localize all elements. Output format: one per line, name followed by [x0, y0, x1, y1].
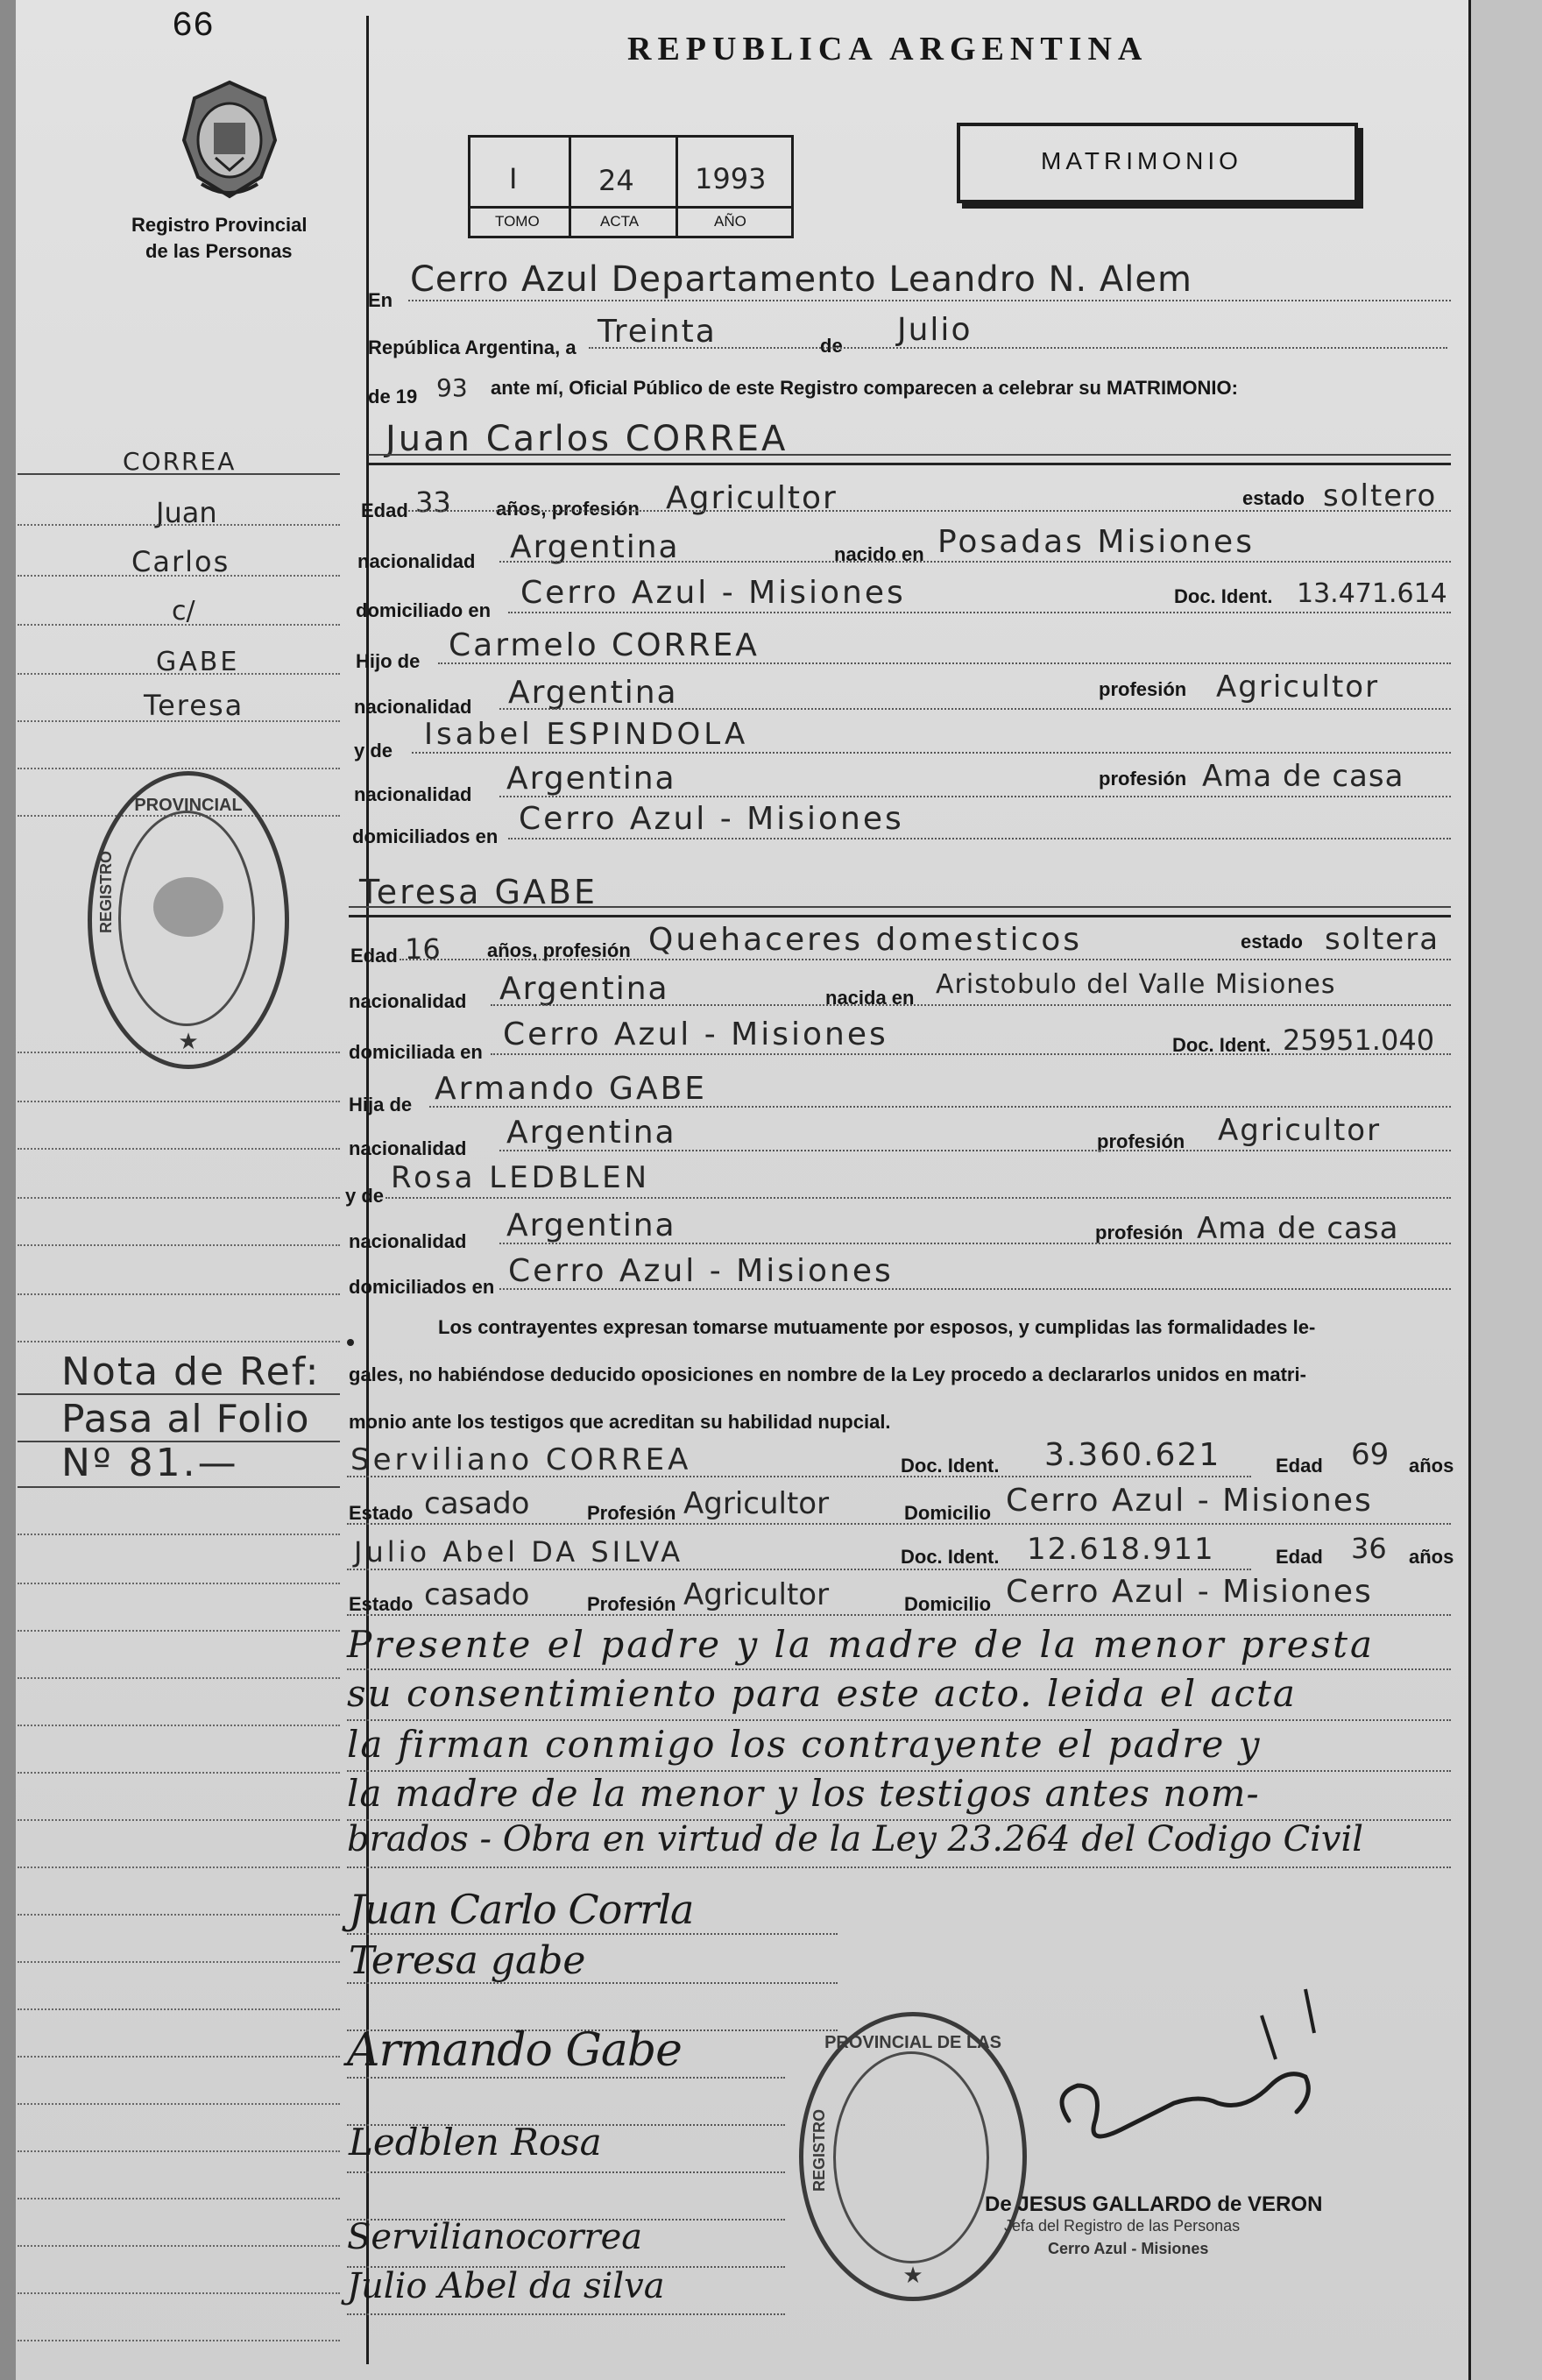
tomo-acta-ano-box [468, 135, 794, 238]
bride-age-label: Edad [350, 945, 398, 967]
registry-stamp-official [799, 2012, 1027, 2301]
groom-father-label: Hijo de [356, 650, 421, 672]
svg-text:REGISTRO: REGISTRO [810, 2108, 828, 2192]
margin-reference-line2: Pasa al Folio [61, 1397, 310, 1441]
witness2-doc-label: Doc. Ident. [901, 1546, 1000, 1568]
witness2-age-label: Edad [1276, 1546, 1323, 1568]
de-label: de [820, 335, 843, 357]
witness1-age-label: Edad [1276, 1455, 1323, 1477]
bride-father-profession: Agricultor [1218, 1113, 1382, 1148]
witness1-years-label: años [1409, 1455, 1454, 1477]
official-name: De JESUS GALLARDO de VERON [985, 2192, 1323, 2216]
note-line4: la madre de la menor y los testigos antes nom- [347, 1772, 1260, 1815]
witness1-status-label: Estado [349, 1502, 414, 1524]
svg-text:PROVINCIAL: PROVINCIAL [134, 796, 243, 815]
note-line3: la firman conmigo los contrayente el padre y [347, 1723, 1262, 1766]
witness1-doc-label: Doc. Ident. [901, 1455, 1000, 1477]
groom-nationality: Argentina [510, 529, 680, 565]
official-signature-scribble [1043, 1980, 1332, 2182]
ante-text: ante mí, Oficial Público de este Registro comparecen a celebrar su MATRIMONIO: [491, 377, 1238, 399]
country-title: REPUBLICA ARGENTINA [627, 31, 1149, 67]
witness1-profession: Agricultor [683, 1486, 830, 1521]
margin-first-name2: Carlos [131, 545, 230, 578]
bride-profession: Quehaceres domesticos [648, 922, 1083, 958]
bride-nationality-label: nacionalidad [349, 990, 467, 1012]
groom-status: soltero [1323, 478, 1438, 514]
marriage-day: Treinta [598, 314, 717, 350]
groom-signature: Juan Carlo Corrla [349, 1886, 694, 1933]
margin-reference-line3: Nº 81.— [61, 1441, 239, 1485]
margin-first-name3: Teresa [144, 689, 244, 722]
witness2-profession-label: Profesión [587, 1593, 676, 1615]
svg-text:★: ★ [902, 2263, 923, 2288]
groom-mother: Isabel ESPINDOLA [424, 717, 749, 752]
republica-label: República Argentina, a [368, 336, 576, 358]
bride-birthplace: Aristobulo del Valle Misiones [936, 969, 1336, 1000]
page-number: 66 [172, 7, 215, 46]
witness1-name: Serviliano CORREA [350, 1442, 692, 1477]
witness2-years-label: años [1409, 1546, 1454, 1568]
declaration-line1: Los contrayentes expresan tomarse mutuamente por esposos, y cumplidas las formalidades le- [438, 1316, 1316, 1338]
registry-name-line2: de las Personas [145, 240, 293, 262]
witness1-domicile-label: Domicilio [904, 1502, 992, 1524]
groom-age: 33 [415, 485, 451, 519]
witness1-domicile: Cerro Azul - Misiones [1006, 1483, 1373, 1519]
groom-mother-profession-label: profesión [1099, 768, 1187, 790]
ano-value: 1993 [695, 162, 767, 195]
witness2-age: 36 [1351, 1532, 1387, 1565]
acta-label: ACTA [600, 213, 640, 230]
groom-father-nationality-label: nacionalidad [354, 696, 472, 718]
marriage-month: Julio [897, 312, 973, 348]
groom-status-label: estado [1242, 487, 1305, 509]
bride-signature: Teresa gabe [349, 1938, 586, 1983]
groom-name: Juan Carlos CORREA [386, 419, 789, 459]
groom-father-nationality: Argentina [508, 675, 678, 711]
bride-mother-signature: Ledblen Rosa [349, 2121, 602, 2164]
groom-domicile: Cerro Azul - Misiones [520, 575, 906, 611]
bride-father-label: Hija de [349, 1094, 413, 1116]
official-seal-icon [803, 2016, 1022, 2297]
witness2-status-label: Estado [349, 1593, 414, 1615]
bride-father-nationality: Argentina [506, 1115, 676, 1151]
page-edge-left [0, 0, 16, 2380]
marriage-place: Cerro Azul Departamento Leandro N. Alem [410, 259, 1192, 300]
tomo-label: TOMO [495, 213, 540, 230]
bride-nationality: Argentina [499, 971, 669, 1007]
witness2-name: Julio Abel DA SILVA [354, 1535, 684, 1569]
bride-age: 16 [405, 932, 441, 966]
groom-father-profession-label: profesión [1099, 678, 1187, 700]
witness1-status: casado [424, 1486, 530, 1521]
witness1-signature: Servilianocorrea [347, 2217, 643, 2257]
bride-profession-label: años, profesión [487, 939, 631, 961]
en-label: En [368, 289, 393, 311]
witness1-profession-label: Profesión [587, 1502, 676, 1524]
bride-name: Teresa GABE [359, 873, 598, 911]
bride-mother-profession-label: profesión [1095, 1222, 1184, 1243]
note-line2: su consentimiento para este acto. leida el acta [347, 1672, 1297, 1715]
groom-father-profession: Agricultor [1216, 669, 1380, 705]
groom-age-label: Edad [361, 499, 408, 521]
bride-father-signature: Armando Gabe [347, 2024, 682, 2077]
official-title: Jefa del Registro de las Personas [1004, 2217, 1241, 2235]
declaration-line2: gales, no habiéndose deducido oposiciones en nombre de la Ley procedo a declararlos unidos en matri- [349, 1364, 1306, 1385]
svg-text:★: ★ [178, 1029, 199, 1054]
svg-text:PROVINCIAL DE LAS: PROVINCIAL DE LAS [824, 2033, 1001, 2052]
tomo-value: I [509, 162, 518, 195]
coat-of-arms-logo [177, 79, 282, 202]
groom-father: Carmelo CORREA [449, 627, 760, 663]
bullet-mark [347, 1339, 354, 1346]
margin-first-name1: Juan [156, 496, 217, 529]
bride-mother: Rosa LEDBLEN [391, 1160, 651, 1195]
witness2-status: casado [424, 1577, 530, 1612]
bride-doc: 25951.040 [1283, 1024, 1435, 1057]
bride-domicile-label: domiciliada en [349, 1041, 483, 1063]
ano-label: AÑO [714, 213, 746, 230]
witness2-profession: Agricultor [683, 1577, 830, 1612]
witness2-domicile-label: Domicilio [904, 1593, 992, 1615]
official-location: Cerro Azul - Misiones [1048, 2240, 1209, 2257]
bride-mother-profession: Ama de casa [1197, 1211, 1399, 1246]
groom-mother-label: y de [354, 740, 393, 761]
note-line1: Presente el padre y la madre de la menor presta [347, 1623, 1376, 1666]
groom-profession-label: años, profesión [496, 498, 640, 520]
groom-profession: Agricultor [666, 480, 838, 516]
page-edge-right [1468, 0, 1542, 2380]
groom-domicile-label: domiciliado en [356, 599, 492, 621]
groom-birthplace: Posadas Misiones [937, 524, 1255, 560]
declaration-line3: monio ante los testigos que acreditan su habilidad nupcial. [349, 1411, 891, 1433]
witness1-age: 69 [1351, 1437, 1390, 1472]
matrimonio-title: MATRIMONIO [1041, 147, 1242, 174]
groom-parents-domicile-label: domiciliados en [352, 825, 499, 847]
margin-surname2: GABE [156, 647, 240, 677]
bride-father-nationality-label: nacionalidad [349, 1137, 467, 1159]
bride-status: soltera [1325, 922, 1440, 957]
bride-parents-domicile-label: domiciliados en [349, 1276, 495, 1298]
svg-text:REGISTRO: REGISTRO [97, 850, 115, 933]
bride-parents-domicile: Cerro Azul - Misiones [508, 1253, 894, 1289]
bride-birthplace-label: nacida en [825, 987, 915, 1009]
margin-reference-line1: Nota de Ref: [61, 1349, 321, 1394]
margin-con: c/ [172, 596, 195, 627]
witness2-domicile: Cerro Azul - Misiones [1006, 1574, 1373, 1610]
registry-name-line1: Registro Provincial [131, 214, 308, 236]
year-suffix: 93 [436, 373, 468, 402]
year-prefix: de 19 [368, 386, 418, 407]
groom-birthplace-label: nacido en [834, 543, 924, 565]
witness2-signature: Julio Abel da silva [347, 2266, 665, 2306]
groom-nationality-label: nacionalidad [357, 550, 476, 572]
groom-mother-nationality: Argentina [506, 761, 676, 797]
witness2-doc: 12.618.911 [1027, 1532, 1215, 1567]
groom-mother-nationality-label: nacionalidad [354, 783, 472, 805]
bride-status-label: estado [1241, 931, 1303, 953]
groom-parents-domicile: Cerro Azul - Misiones [519, 801, 904, 837]
registry-stamp-margin [88, 771, 289, 1069]
margin-surname: CORREA [123, 447, 237, 476]
bride-domicile: Cerro Azul - Misiones [503, 1016, 888, 1052]
bride-mother-label: y de [345, 1185, 385, 1207]
bride-father-profession-label: profesión [1097, 1130, 1185, 1152]
bride-mother-nationality: Argentina [506, 1208, 676, 1243]
note-line5: brados - Obra en virtud de la Ley 23.264 del Codigo Civil [347, 1819, 1364, 1859]
bride-doc-label: Doc. Ident. [1172, 1034, 1271, 1056]
matrimonio-box [957, 123, 1358, 203]
bride-mother-nationality-label: nacionalidad [349, 1230, 467, 1252]
groom-mother-profession: Ama de casa [1202, 759, 1404, 794]
witness1-doc: 3.360.621 [1044, 1437, 1221, 1473]
groom-doc-label: Doc. Ident. [1174, 585, 1273, 607]
groom-doc: 13.471.614 [1297, 578, 1447, 609]
stamp-seal-icon [92, 776, 285, 1065]
acta-value: 24 [598, 164, 634, 197]
bride-father: Armando GABE [435, 1071, 708, 1107]
